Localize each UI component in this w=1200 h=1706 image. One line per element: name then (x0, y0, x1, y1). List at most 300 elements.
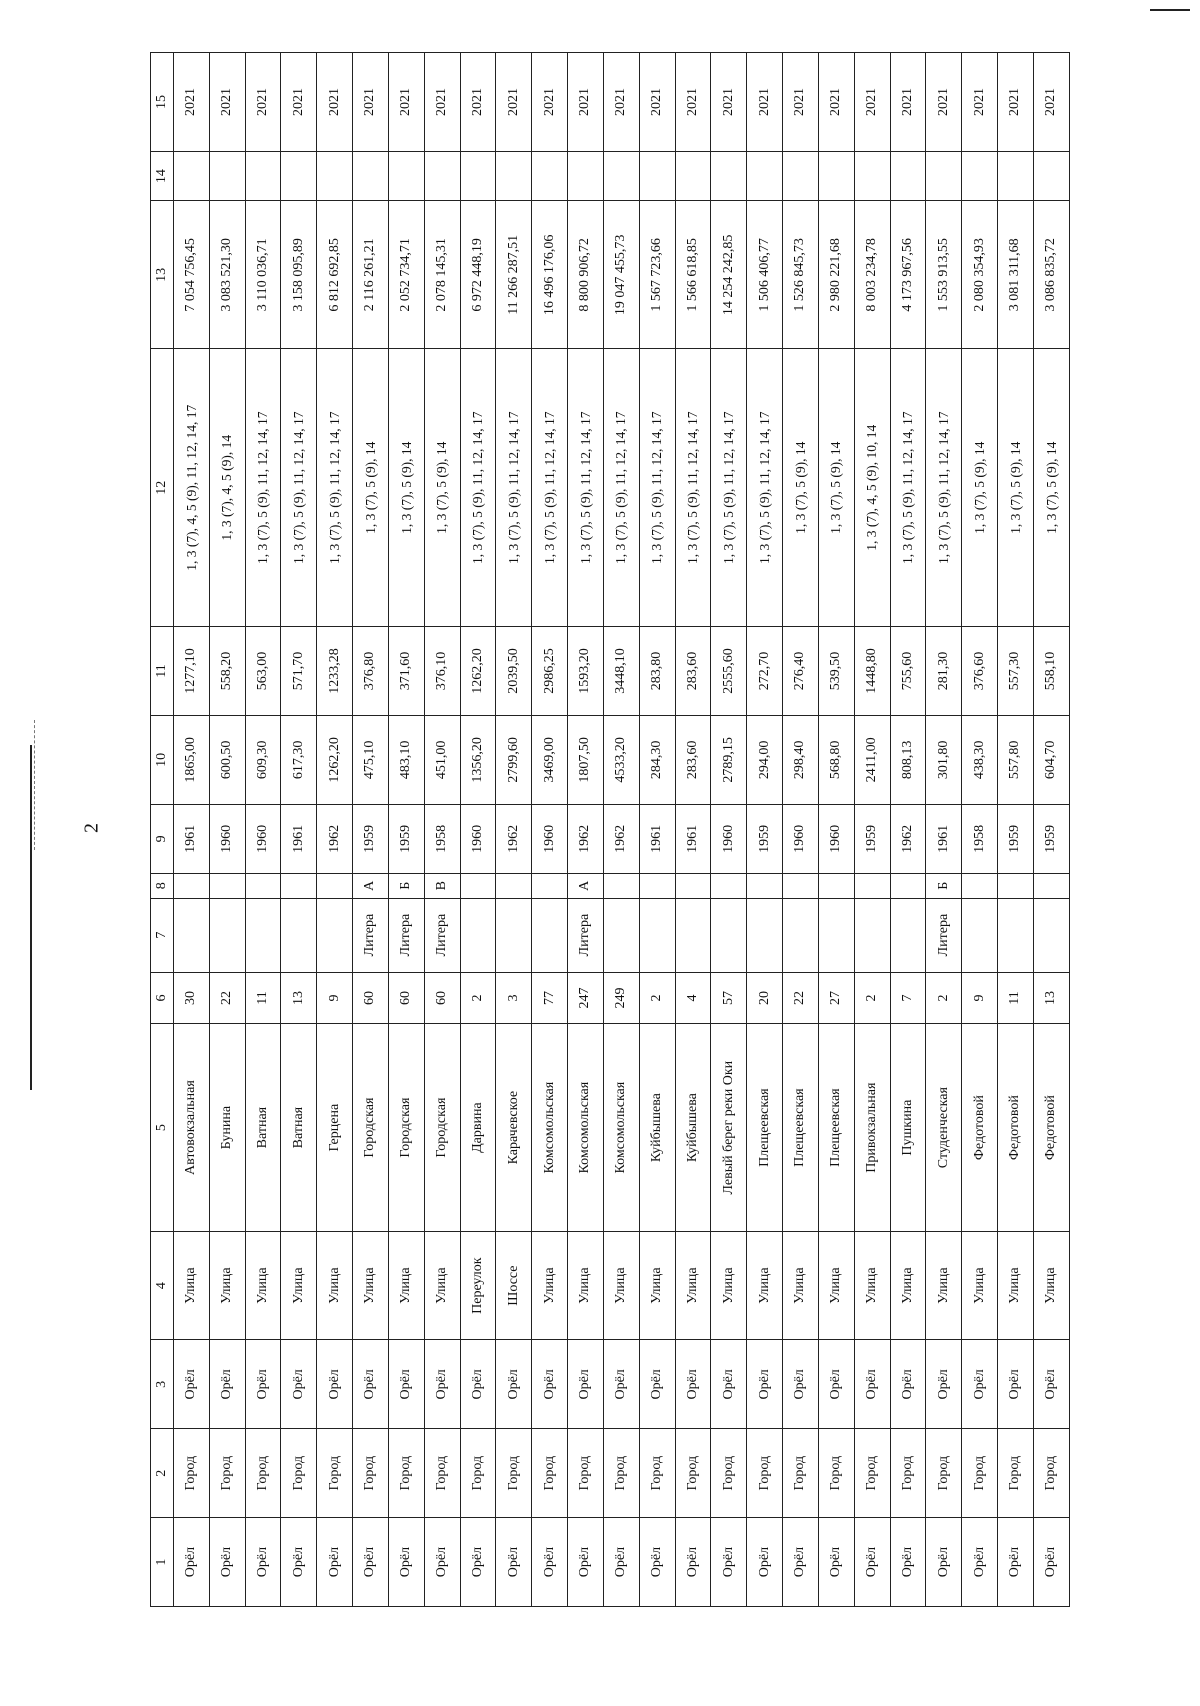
table-row (854, 53, 890, 1607)
cell-municipality: Орёл (890, 1518, 926, 1607)
cell-build-year: 1959 (998, 804, 1034, 873)
column-header: 15 (151, 53, 174, 152)
cell-living-area: 276,40 (783, 627, 819, 716)
cell-col14 (424, 151, 460, 200)
cell-build-year: 1959 (388, 804, 424, 873)
cell-street-type: Улица (245, 1231, 281, 1340)
cell-settlement-type: Город (711, 1429, 747, 1518)
table-row (209, 53, 245, 1607)
cell-year: 2021 (317, 53, 353, 152)
cell-work-types: 1, 3 (7), 5 (9), 11, 12, 14, 17 (747, 349, 783, 627)
cell-work-types: 1, 3 (7), 5 (9), 11, 12, 14, 17 (460, 349, 496, 627)
cell-living-area: 283,60 (675, 627, 711, 716)
cell-work-types: 1, 3 (7), 5 (9), 14 (998, 349, 1034, 627)
cell-work-types: 1, 3 (7), 5 (9), 11, 12, 14, 17 (675, 349, 711, 627)
cell-living-area: 283,80 (639, 627, 675, 716)
cell-settlement: Орёл (1033, 1340, 1069, 1429)
cell-build-year: 1962 (317, 804, 353, 873)
cell-build-year: 1960 (245, 804, 281, 873)
cell-cost: 8 800 906,72 (568, 201, 604, 349)
cell-letter: Б (388, 873, 424, 898)
cell-house-number: 57 (711, 972, 747, 1024)
cell-settlement-type: Город (783, 1429, 819, 1518)
cell-build-year: 1962 (603, 804, 639, 873)
cell-work-types: 1, 3 (7), 5 (9), 14 (1033, 349, 1069, 627)
cell-build-year: 1959 (1033, 804, 1069, 873)
cell-letter (460, 873, 496, 898)
cell-year: 2021 (353, 53, 389, 152)
cell-year: 2021 (532, 53, 568, 152)
cell-street-type: Улица (998, 1231, 1034, 1340)
cell-cost: 2 078 145,31 (424, 201, 460, 349)
cell-col14 (962, 151, 998, 200)
cell-cost: 1 526 845,73 (783, 201, 819, 349)
cell-cost: 2 116 261,21 (353, 201, 389, 349)
column-header: 12 (151, 349, 174, 627)
cell-settlement-type: Город (353, 1429, 389, 1518)
column-header: 2 (151, 1429, 174, 1518)
cell-total-area: 2789,15 (711, 715, 747, 804)
cell-letter-label (818, 898, 854, 972)
cell-build-year: 1960 (711, 804, 747, 873)
table-row (747, 53, 783, 1607)
cell-living-area: 376,80 (353, 627, 389, 716)
cell-municipality: Орёл (245, 1518, 281, 1607)
cell-year: 2021 (998, 53, 1034, 152)
cell-cost: 19 047 455,73 (603, 201, 639, 349)
cell-house-number: 22 (209, 972, 245, 1024)
cell-settlement: Орёл (532, 1340, 568, 1429)
cell-build-year: 1961 (281, 804, 317, 873)
cell-total-area: 1865,00 (174, 715, 210, 804)
cell-letter: Б (926, 873, 962, 898)
cell-col14 (1033, 151, 1069, 200)
cell-municipality: Орёл (532, 1518, 568, 1607)
cell-house-number: 11 (245, 972, 281, 1024)
cell-house-number: 2 (926, 972, 962, 1024)
cell-col14 (818, 151, 854, 200)
cell-total-area: 568,80 (818, 715, 854, 804)
cell-letter (711, 873, 747, 898)
cell-letter-label: Литера (568, 898, 604, 972)
cell-settlement-type: Город (603, 1429, 639, 1518)
cell-col14 (890, 151, 926, 200)
cell-work-types: 1, 3 (7), 5 (9), 11, 12, 14, 17 (281, 349, 317, 627)
column-header: 10 (151, 715, 174, 804)
cell-street-type: Улица (890, 1231, 926, 1340)
column-header: 9 (151, 804, 174, 873)
cell-letter (317, 873, 353, 898)
cell-work-types: 1, 3 (7), 5 (9), 11, 12, 14, 17 (496, 349, 532, 627)
cell-municipality: Орёл (174, 1518, 210, 1607)
cell-total-area: 298,40 (783, 715, 819, 804)
cell-street-name: Пушкина (890, 1024, 926, 1231)
cell-col14 (603, 151, 639, 200)
cell-letter (603, 873, 639, 898)
cell-col14 (174, 151, 210, 200)
cell-street-type: Переулок (460, 1231, 496, 1340)
cell-total-area: 4533,20 (603, 715, 639, 804)
cell-year: 2021 (245, 53, 281, 152)
table-row (675, 53, 711, 1607)
cell-street-name: Ватная (245, 1024, 281, 1231)
cell-settlement-type: Город (926, 1429, 962, 1518)
cell-year: 2021 (854, 53, 890, 152)
cell-street-name: Городская (424, 1024, 460, 1231)
cell-municipality: Орёл (209, 1518, 245, 1607)
cell-col14 (353, 151, 389, 200)
cell-municipality: Орёл (818, 1518, 854, 1607)
cell-settlement: Орёл (783, 1340, 819, 1429)
cell-letter-label (245, 898, 281, 972)
cell-letter-label (532, 898, 568, 972)
cell-year: 2021 (818, 53, 854, 152)
table-row (353, 53, 389, 1607)
cell-letter (818, 873, 854, 898)
cell-settlement-type: Город (675, 1429, 711, 1518)
cell-settlement-type: Город (317, 1429, 353, 1518)
cell-year: 2021 (424, 53, 460, 152)
cell-total-area: 604,70 (1033, 715, 1069, 804)
table-row (496, 53, 532, 1607)
cell-street-name: Студенческая (926, 1024, 962, 1231)
cell-municipality: Орёл (998, 1518, 1034, 1607)
cell-work-types: 1, 3 (7), 5 (9), 11, 12, 14, 17 (568, 349, 604, 627)
cell-cost: 3 086 835,72 (1033, 201, 1069, 349)
cell-letter-label (317, 898, 353, 972)
cell-work-types: 1, 3 (7), 5 (9), 11, 12, 14, 17 (532, 349, 568, 627)
cell-work-types: 1, 3 (7), 4, 5 (9), 14 (209, 349, 245, 627)
column-header: 1 (151, 1518, 174, 1607)
cell-municipality: Орёл (926, 1518, 962, 1607)
cell-total-area: 617,30 (281, 715, 317, 804)
cell-house-number: 9 (962, 972, 998, 1024)
cell-cost: 6 972 448,19 (460, 201, 496, 349)
table-row (568, 53, 604, 1607)
cell-col14 (532, 151, 568, 200)
cell-settlement: Орёл (747, 1340, 783, 1429)
cell-work-types: 1, 3 (7), 5 (9), 11, 12, 14, 17 (639, 349, 675, 627)
cell-house-number: 30 (174, 972, 210, 1024)
cell-house-number: 9 (317, 972, 353, 1024)
cell-street-type: Улица (603, 1231, 639, 1340)
cell-street-type: Улица (281, 1231, 317, 1340)
cell-settlement: Орёл (496, 1340, 532, 1429)
cell-house-number: 27 (818, 972, 854, 1024)
page-number: 2 (80, 823, 103, 833)
cell-total-area: 808,13 (890, 715, 926, 804)
cell-living-area: 755,60 (890, 627, 926, 716)
cell-house-number: 60 (424, 972, 460, 1024)
cell-cost: 1 566 618,85 (675, 201, 711, 349)
cell-total-area: 483,10 (388, 715, 424, 804)
cell-settlement: Орёл (998, 1340, 1034, 1429)
cell-cost: 1 553 913,55 (926, 201, 962, 349)
cell-street-name: Карачевское (496, 1024, 532, 1231)
cell-build-year: 1959 (353, 804, 389, 873)
cell-col14 (998, 151, 1034, 200)
cell-work-types: 1, 3 (7), 5 (9), 14 (353, 349, 389, 627)
cell-total-area: 438,30 (962, 715, 998, 804)
cell-year: 2021 (747, 53, 783, 152)
cell-year: 2021 (783, 53, 819, 152)
cell-municipality: Орёл (675, 1518, 711, 1607)
cell-work-types: 1, 3 (7), 5 (9), 14 (388, 349, 424, 627)
cell-street-type: Улица (388, 1231, 424, 1340)
column-header: 3 (151, 1340, 174, 1429)
cell-settlement-type: Город (818, 1429, 854, 1518)
cell-street-name: Плещеевская (818, 1024, 854, 1231)
cell-cost: 1 567 723,66 (639, 201, 675, 349)
cell-work-types: 1, 3 (7), 5 (9), 11, 12, 14, 17 (603, 349, 639, 627)
cell-col14 (460, 151, 496, 200)
cell-street-name: Привокзальная (854, 1024, 890, 1231)
cell-street-name: Комсомольская (603, 1024, 639, 1231)
cell-letter (639, 873, 675, 898)
cell-municipality: Орёл (1033, 1518, 1069, 1607)
cell-street-type: Улица (1033, 1231, 1069, 1340)
cell-build-year: 1962 (890, 804, 926, 873)
cell-year: 2021 (281, 53, 317, 152)
table-header-row (151, 53, 174, 1607)
cell-build-year: 1960 (209, 804, 245, 873)
table-row (532, 53, 568, 1607)
cell-settlement: Орёл (568, 1340, 604, 1429)
cell-street-name: Федотовой (998, 1024, 1034, 1231)
cell-total-area: 1262,20 (317, 715, 353, 804)
cell-year: 2021 (388, 53, 424, 152)
cell-col14 (568, 151, 604, 200)
table-row (245, 53, 281, 1607)
cell-work-types: 1, 3 (7), 5 (9), 14 (424, 349, 460, 627)
cell-year: 2021 (639, 53, 675, 152)
cell-letter (281, 873, 317, 898)
cell-col14 (245, 151, 281, 200)
cell-letter: А (353, 873, 389, 898)
cell-settlement-type: Город (747, 1429, 783, 1518)
cell-living-area: 1593,20 (568, 627, 604, 716)
cell-house-number: 2 (639, 972, 675, 1024)
table-row (783, 53, 819, 1607)
cell-col14 (388, 151, 424, 200)
table-row (1033, 53, 1069, 1607)
table-row (639, 53, 675, 1607)
cell-living-area: 558,20 (209, 627, 245, 716)
table-row (317, 53, 353, 1607)
cell-settlement: Орёл (424, 1340, 460, 1429)
cell-col14 (317, 151, 353, 200)
cell-letter-label (747, 898, 783, 972)
cell-living-area: 1262,20 (460, 627, 496, 716)
cell-cost: 3 110 036,71 (245, 201, 281, 349)
cell-letter (209, 873, 245, 898)
cell-letter (532, 873, 568, 898)
cell-work-types: 1, 3 (7), 5 (9), 14 (783, 349, 819, 627)
buildings-table (150, 52, 1070, 1607)
cell-total-area: 609,30 (245, 715, 281, 804)
cell-build-year: 1959 (854, 804, 890, 873)
cell-street-type: Улица (675, 1231, 711, 1340)
table-row (424, 53, 460, 1607)
cell-settlement: Орёл (711, 1340, 747, 1429)
cell-settlement-type: Город (209, 1429, 245, 1518)
cell-total-area: 1356,20 (460, 715, 496, 804)
cell-municipality: Орёл (317, 1518, 353, 1607)
cell-year: 2021 (174, 53, 210, 152)
table-row (890, 53, 926, 1607)
cell-living-area: 2986,25 (532, 627, 568, 716)
cell-letter-label (639, 898, 675, 972)
cell-col14 (711, 151, 747, 200)
cell-letter-label: Литера (424, 898, 460, 972)
cell-total-area: 294,00 (747, 715, 783, 804)
cell-cost: 2 052 734,71 (388, 201, 424, 349)
cell-work-types: 1, 3 (7), 4, 5 (9), 11, 12, 14, 17 (174, 349, 210, 627)
cell-letter-label (603, 898, 639, 972)
column-header: 14 (151, 151, 174, 200)
cell-settlement-type: Город (245, 1429, 281, 1518)
cell-street-type: Улица (353, 1231, 389, 1340)
cell-settlement: Орёл (174, 1340, 210, 1429)
cell-living-area: 2039,50 (496, 627, 532, 716)
cell-build-year: 1961 (675, 804, 711, 873)
cell-street-type: Улица (532, 1231, 568, 1340)
cell-settlement-type: Город (854, 1429, 890, 1518)
cell-house-number: 3 (496, 972, 532, 1024)
cell-street-type: Улица (568, 1231, 604, 1340)
cell-total-area: 284,30 (639, 715, 675, 804)
cell-cost: 16 496 176,06 (532, 201, 568, 349)
cell-year: 2021 (603, 53, 639, 152)
cell-street-type: Улица (783, 1231, 819, 1340)
cell-cost: 1 506 406,77 (747, 201, 783, 349)
column-header: 6 (151, 972, 174, 1024)
cell-street-name: Плещеевская (783, 1024, 819, 1231)
cell-municipality: Орёл (783, 1518, 819, 1607)
cell-living-area: 557,30 (998, 627, 1034, 716)
cell-cost: 6 812 692,85 (317, 201, 353, 349)
cell-col14 (854, 151, 890, 200)
cell-letter (245, 873, 281, 898)
cell-cost: 4 173 967,56 (890, 201, 926, 349)
cell-settlement-type: Город (174, 1429, 210, 1518)
cell-settlement-type: Город (568, 1429, 604, 1518)
cell-municipality: Орёл (496, 1518, 532, 1607)
cell-cost: 2 080 354,93 (962, 201, 998, 349)
table-row (174, 53, 210, 1607)
cell-letter-label (174, 898, 210, 972)
cell-house-number: 13 (281, 972, 317, 1024)
cell-letter (496, 873, 532, 898)
cell-letter (174, 873, 210, 898)
cell-letter-label (675, 898, 711, 972)
cell-municipality: Орёл (603, 1518, 639, 1607)
rotated-table-container (150, 52, 1070, 1607)
cell-settlement: Орёл (245, 1340, 281, 1429)
cell-living-area: 371,60 (388, 627, 424, 716)
cell-street-type: Улица (209, 1231, 245, 1340)
cell-settlement-type: Город (962, 1429, 998, 1518)
cell-settlement-type: Город (998, 1429, 1034, 1518)
cell-settlement: Орёл (639, 1340, 675, 1429)
cell-street-name: Городская (353, 1024, 389, 1231)
cell-cost: 14 254 242,85 (711, 201, 747, 349)
cell-living-area: 1448,80 (854, 627, 890, 716)
cell-settlement: Орёл (281, 1340, 317, 1429)
cell-letter (783, 873, 819, 898)
cell-settlement: Орёл (675, 1340, 711, 1429)
cell-settlement-type: Город (424, 1429, 460, 1518)
cell-total-area: 600,50 (209, 715, 245, 804)
cell-street-type: Улица (854, 1231, 890, 1340)
cell-build-year: 1961 (926, 804, 962, 873)
cell-total-area: 2799,60 (496, 715, 532, 804)
cell-letter: А (568, 873, 604, 898)
cell-street-name: Дарвина (460, 1024, 496, 1231)
cell-total-area: 451,00 (424, 715, 460, 804)
cell-letter-label (854, 898, 890, 972)
cell-year: 2021 (496, 53, 532, 152)
cell-living-area: 376,60 (962, 627, 998, 716)
cell-cost: 3 083 521,30 (209, 201, 245, 349)
cell-total-area: 283,60 (675, 715, 711, 804)
cell-settlement: Орёл (317, 1340, 353, 1429)
cell-municipality: Орёл (711, 1518, 747, 1607)
column-header: 8 (151, 873, 174, 898)
cell-settlement: Орёл (890, 1340, 926, 1429)
cell-street-type: Улица (711, 1231, 747, 1340)
cell-municipality: Орёл (460, 1518, 496, 1607)
cell-build-year: 1960 (460, 804, 496, 873)
cell-settlement-type: Город (532, 1429, 568, 1518)
cell-house-number: 4 (675, 972, 711, 1024)
cell-house-number: 60 (388, 972, 424, 1024)
cell-letter (747, 873, 783, 898)
cell-letter (1033, 873, 1069, 898)
cell-col14 (639, 151, 675, 200)
cell-year: 2021 (962, 53, 998, 152)
table-row (460, 53, 496, 1607)
cell-living-area: 539,50 (818, 627, 854, 716)
cell-street-name: Комсомольская (568, 1024, 604, 1231)
cell-street-name: Автовокзальная (174, 1024, 210, 1231)
cell-letter-label (890, 898, 926, 972)
cell-letter: В (424, 873, 460, 898)
cell-year: 2021 (209, 53, 245, 152)
cell-work-types: 1, 3 (7), 4, 5 (9), 10, 14 (854, 349, 890, 627)
cell-cost: 11 266 287,51 (496, 201, 532, 349)
cell-letter-label (1033, 898, 1069, 972)
cell-settlement: Орёл (854, 1340, 890, 1429)
cell-municipality: Орёл (568, 1518, 604, 1607)
cell-work-types: 1, 3 (7), 5 (9), 14 (818, 349, 854, 627)
cell-settlement-type: Город (639, 1429, 675, 1518)
cell-letter (890, 873, 926, 898)
cell-settlement-type: Город (388, 1429, 424, 1518)
cell-street-type: Улица (962, 1231, 998, 1340)
cell-street-name: Комсомольская (532, 1024, 568, 1231)
cell-living-area: 281,30 (926, 627, 962, 716)
cell-col14 (496, 151, 532, 200)
cell-house-number: 2 (854, 972, 890, 1024)
cell-letter-label (783, 898, 819, 972)
cell-municipality: Орёл (962, 1518, 998, 1607)
cell-street-type: Улица (424, 1231, 460, 1340)
cell-living-area: 563,00 (245, 627, 281, 716)
cell-letter-label (281, 898, 317, 972)
cell-letter (854, 873, 890, 898)
cell-house-number: 20 (747, 972, 783, 1024)
